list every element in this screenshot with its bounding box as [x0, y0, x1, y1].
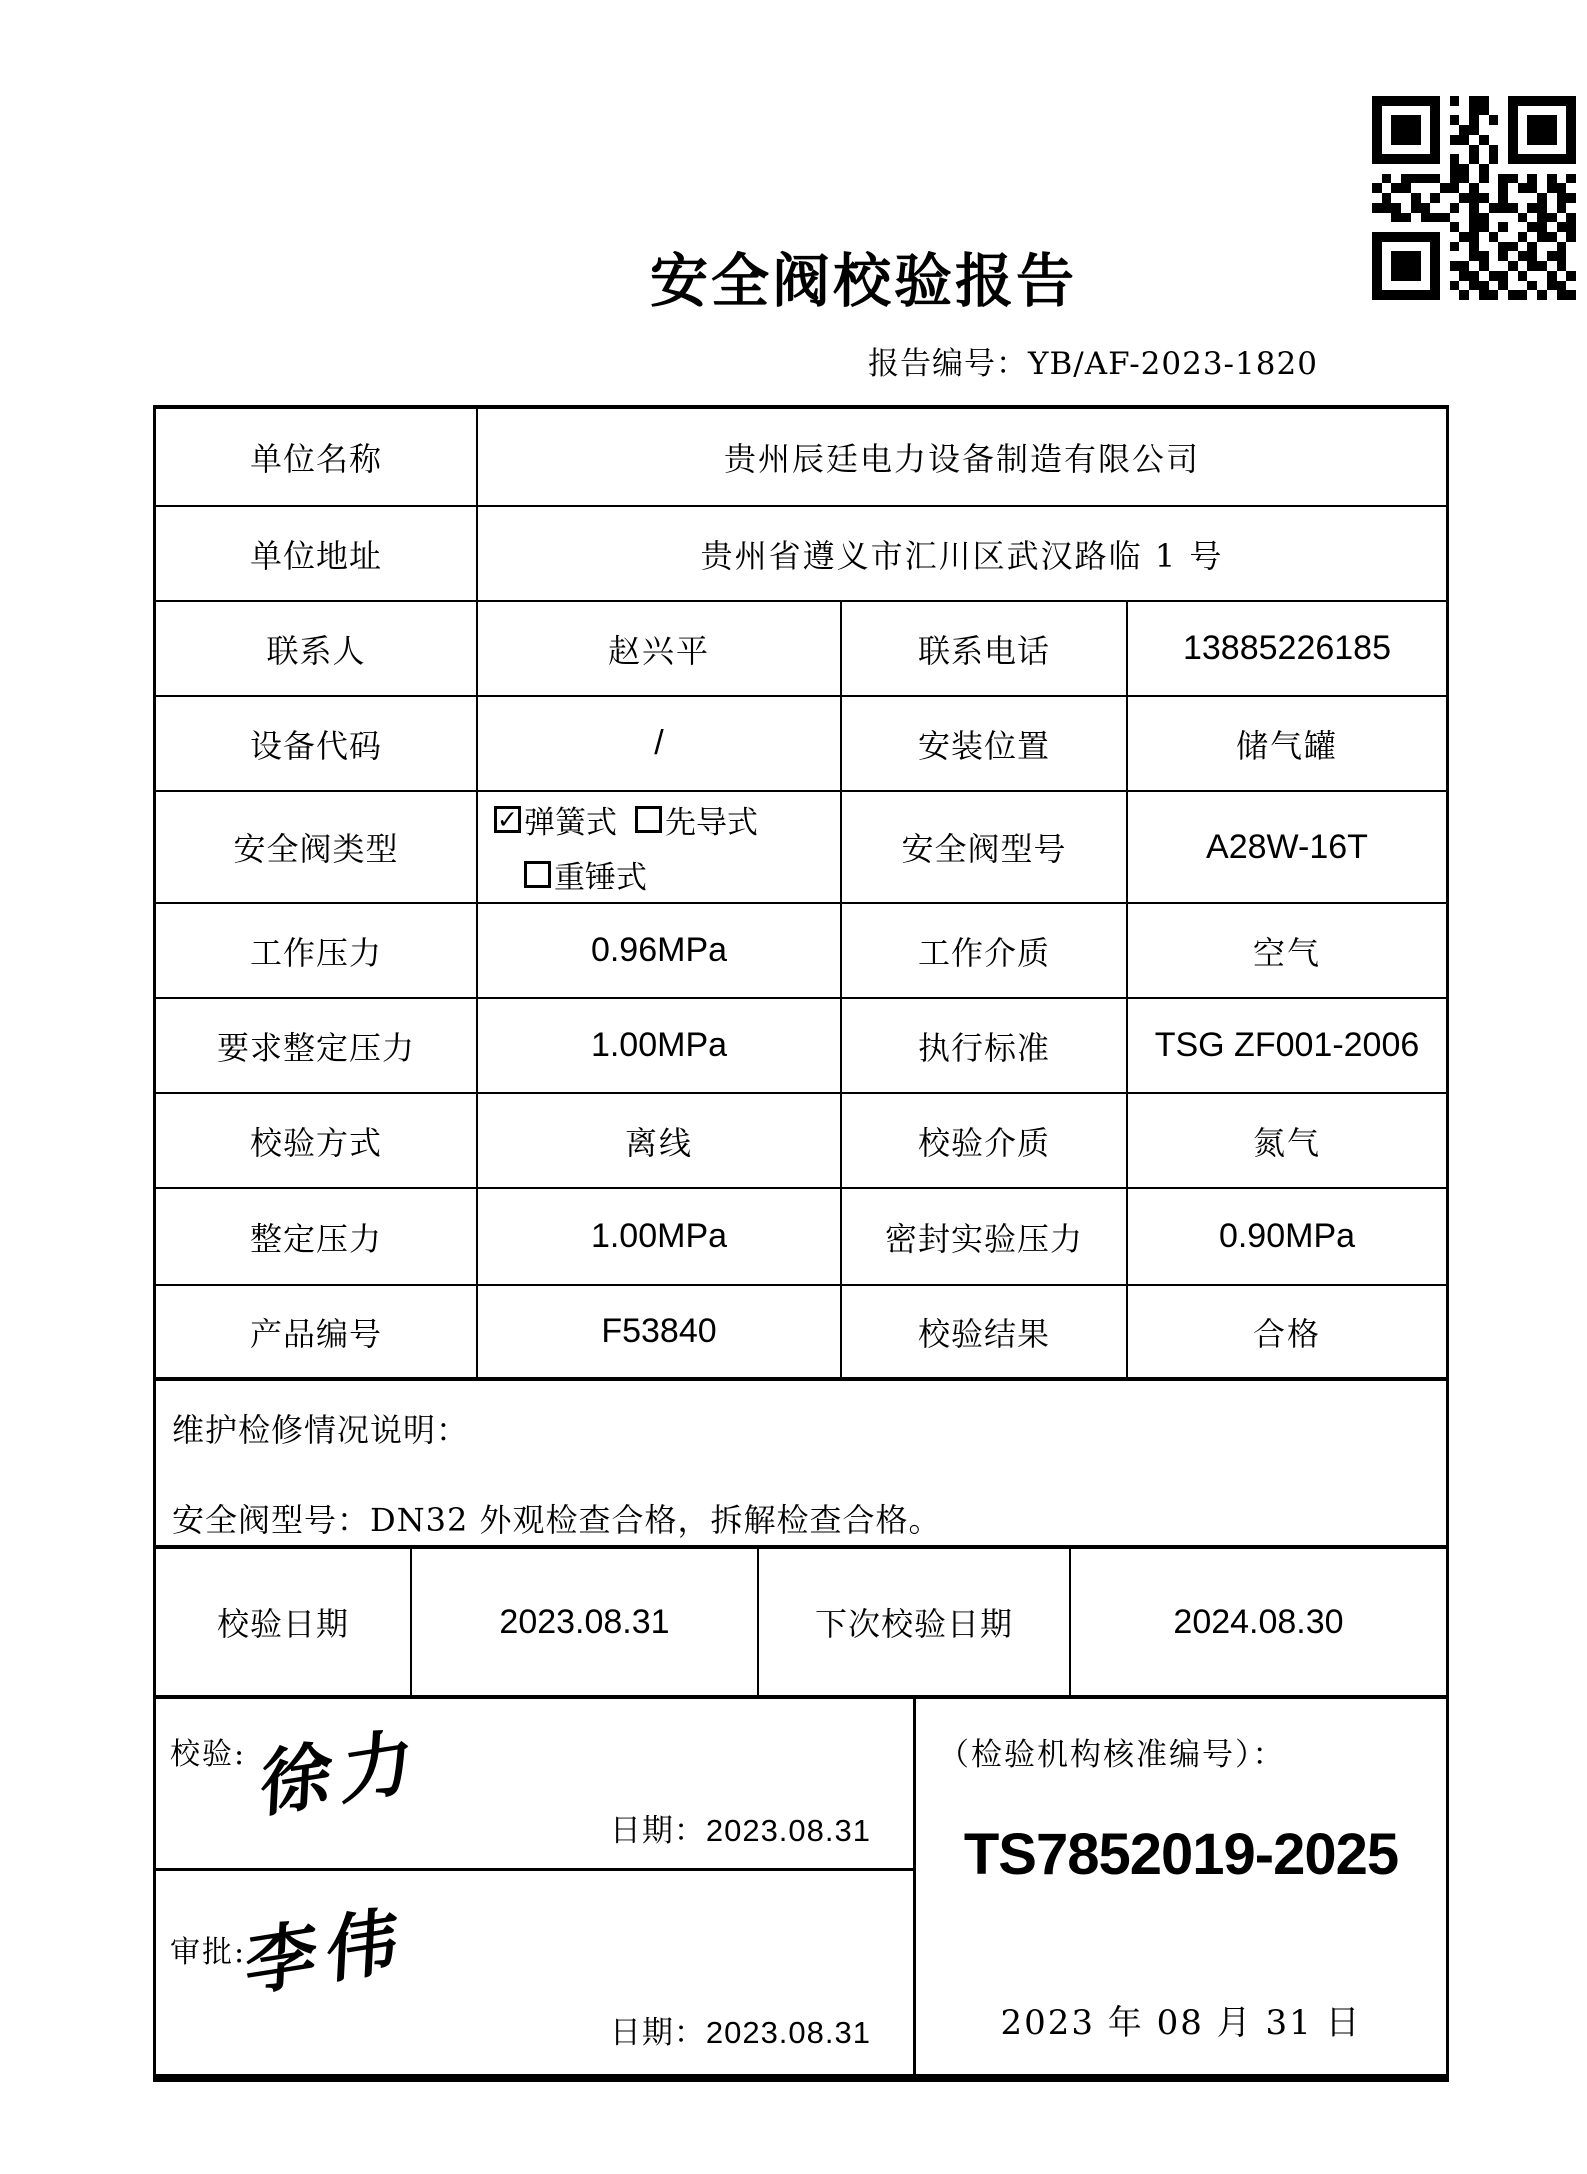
- report-number: 报告编号：YB/AF-2023-1820: [868, 346, 1318, 382]
- approver-signature-cell: [156, 1868, 913, 2078]
- calibration-method-value: 离线: [476, 1094, 840, 1187]
- install-position-label: 安装位置: [840, 697, 1126, 790]
- next-calibration-date-value: 2024.08.30: [1069, 1549, 1446, 1695]
- maintenance-note-row: [156, 1377, 1446, 1545]
- report-table: [153, 405, 1449, 2082]
- result-value: 合格: [1126, 1286, 1446, 1377]
- calibration-method-label: 校验方式: [249, 1123, 382, 1162]
- unit-address-label: 单位地址: [249, 536, 382, 575]
- table-row-work-pressure: [156, 902, 1446, 997]
- next-calibration-date-label: 下次校验日期: [757, 1549, 1069, 1695]
- valve-type-line1: [494, 797, 776, 842]
- checkbox-pilot-type-label: 先导式: [665, 805, 758, 841]
- phone-value: 13885226185: [1126, 602, 1446, 695]
- device-code-label: 设备代码: [249, 726, 382, 765]
- table-row-product-no: [156, 1284, 1446, 1377]
- unit-name-label: 单位名称: [249, 440, 382, 478]
- valve-type-label: 安全阀类型: [233, 830, 399, 868]
- install-position-value: 储气罐: [1126, 697, 1446, 790]
- valve-type-line2: [524, 852, 665, 897]
- table-row-set-pressure: [156, 1187, 1446, 1284]
- approver-date: 日期：2023.08.31: [609, 2015, 871, 2050]
- maintenance-note-content: 安全阀型号：DN32 外观检查合格，拆解检查合格。: [172, 1501, 942, 1539]
- table-row-required-set-pressure: [156, 997, 1446, 1092]
- table-row-contact: [156, 600, 1446, 695]
- checkbox-spring-type-label: 弹簧式: [524, 805, 617, 841]
- work-pressure-label: 工作压力: [249, 933, 382, 972]
- signature-section: [156, 1695, 1446, 2074]
- product-no-value: F53840: [476, 1286, 840, 1377]
- product-no-label: 产品编号: [249, 1314, 382, 1353]
- seal-test-pressure-label: 密封实验压力: [840, 1189, 1126, 1284]
- table-row-valve-type: [156, 790, 1446, 902]
- work-medium-label: 工作介质: [840, 904, 1126, 997]
- table-row-unit-address: [156, 505, 1446, 600]
- table-row-calibration-method: [156, 1092, 1446, 1187]
- calibration-medium-value: 氮气: [1126, 1094, 1446, 1187]
- table-row-device: [156, 695, 1446, 790]
- inspector-label: 校验:: [170, 1737, 247, 1772]
- calibration-date-value: 2023.08.31: [410, 1549, 757, 1695]
- inspector-date: 日期：2023.08.31: [609, 1813, 871, 1848]
- work-pressure-value: 0.96MPa: [476, 904, 840, 997]
- required-set-pressure-label: 要求整定压力: [216, 1028, 415, 1067]
- page-title: 安全阀校验报告: [649, 247, 1077, 315]
- signature-left-column: [156, 1699, 913, 2074]
- org-approval-label: （检验机构核准编号）：: [938, 1737, 1286, 1773]
- set-pressure-label: 整定压力: [249, 1219, 382, 1258]
- qr-code: [1372, 96, 1576, 300]
- phone-label: 联系电话: [840, 602, 1126, 695]
- checkbox-weight-type: [524, 861, 551, 888]
- unit-address-value: 贵州省遵义市汇川区武汉路临 1 号: [476, 507, 1446, 600]
- inspector-signature-cell: [156, 1699, 913, 1868]
- contact-value: 赵兴平: [476, 602, 840, 695]
- calibration-date-label: 校验日期: [216, 1605, 349, 1643]
- approval-org-cell: [913, 1699, 1446, 2074]
- calibration-medium-label: 校验介质: [840, 1094, 1126, 1187]
- org-approval-code: TS7852019-2025: [963, 1822, 1399, 1887]
- device-code-value: /: [476, 697, 840, 790]
- table-row-unit-name: [156, 409, 1446, 505]
- contact-label: 联系人: [266, 631, 366, 670]
- checkbox-pilot-type: [635, 806, 662, 833]
- result-label: 校验结果: [840, 1286, 1126, 1377]
- approver-signature: 李伟: [243, 1894, 410, 2008]
- standard-value: TSG ZF001-2006: [1126, 999, 1446, 1092]
- valve-model-label: 安全阀型号: [840, 792, 1126, 902]
- standard-label: 执行标准: [840, 999, 1126, 1092]
- issue-date: 2023 年 08 月 31 日: [1000, 2003, 1362, 2043]
- table-row-dates: [156, 1545, 1446, 1695]
- valve-model-value: A28W-16T: [1126, 792, 1446, 902]
- approver-label: 审批:: [170, 1935, 247, 1970]
- seal-test-pressure-value: 0.90MPa: [1126, 1189, 1446, 1284]
- checkbox-weight-type-label: 重锤式: [554, 860, 647, 896]
- valve-type-options: [476, 792, 840, 902]
- unit-name-value: 贵州辰廷电力设备制造有限公司: [476, 409, 1446, 505]
- set-pressure-value: 1.00MPa: [476, 1189, 840, 1284]
- work-medium-value: 空气: [1126, 904, 1446, 997]
- maintenance-note-title: 维护检修情况说明：: [172, 1411, 470, 1449]
- inspector-signature: 徐力: [258, 1715, 425, 1829]
- required-set-pressure-value: 1.00MPa: [476, 999, 840, 1092]
- checkbox-spring-type-checked: ✓: [494, 806, 521, 833]
